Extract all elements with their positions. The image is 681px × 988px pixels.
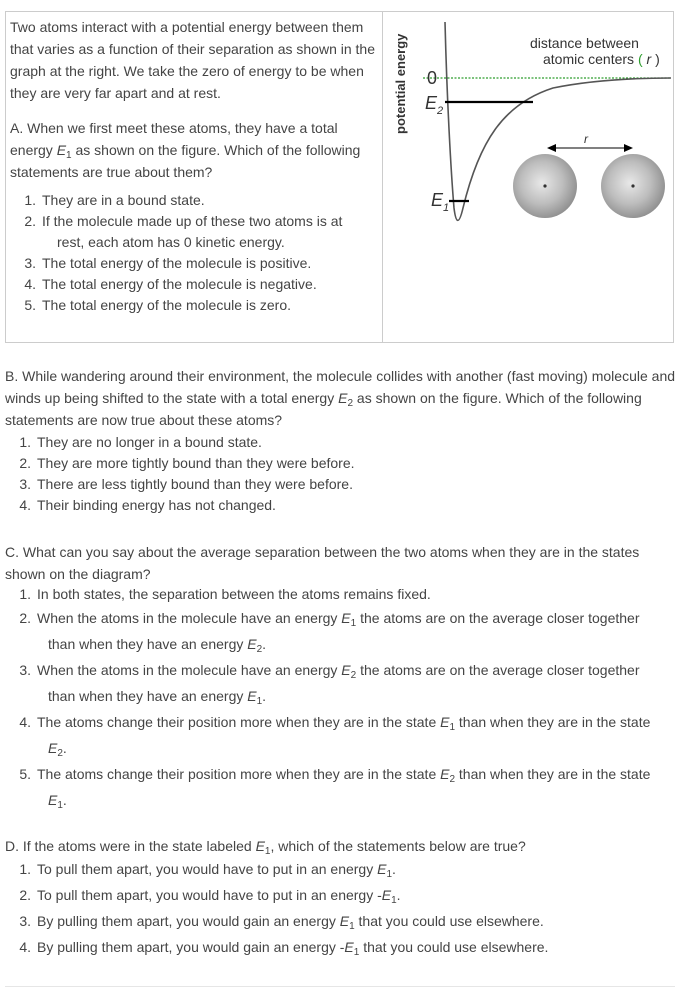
item-number: 2. bbox=[24, 213, 36, 229]
stem-b-var: E bbox=[338, 390, 348, 406]
list-item bbox=[10, 253, 378, 274]
e1-label: $E_1$ bbox=[431, 190, 450, 214]
list-item bbox=[10, 190, 378, 211]
x-axis-label-line1: distance between bbox=[530, 35, 639, 51]
stem-b-sub: 2 bbox=[347, 398, 354, 409]
zero-label: 0 bbox=[427, 68, 438, 88]
potential-energy-figure bbox=[383, 12, 673, 342]
item-number: 3. bbox=[19, 913, 31, 929]
list-item: 5. The atoms change their position more when they are in the state $E_2$ than when they are in the state $E_1$. bbox=[5, 761, 675, 813]
item-text: They are more tightly bound than they were before. bbox=[37, 455, 355, 471]
item-text: The total energy of the molecule is zero. bbox=[42, 297, 292, 313]
bottom-divider bbox=[5, 986, 675, 987]
arrowhead-right bbox=[624, 144, 633, 152]
item-number: 1. bbox=[19, 861, 31, 877]
y-axis-label: potential energy bbox=[393, 33, 408, 134]
question-a-options bbox=[10, 190, 378, 316]
item-text: The total energy of the molecule is positive. bbox=[42, 255, 312, 271]
item-number: 4. bbox=[19, 714, 31, 730]
item-text: They are in a bound state. bbox=[42, 192, 205, 208]
item-text: The total energy of the molecule is negative. bbox=[42, 276, 317, 292]
item-text-cont: rest, each atom has 0 kinetic energy. bbox=[57, 234, 285, 250]
list-item bbox=[5, 453, 675, 474]
item-number: 1. bbox=[19, 434, 31, 450]
question-d-options bbox=[5, 856, 675, 960]
list-item: 4. By pulling them apart, you would gain an energy $-E_1$ that you could use elsewhere. bbox=[5, 934, 675, 960]
question-c-stem: C. What can you say about the average separation between the two atoms when they are in the states shown on the diagram? bbox=[5, 544, 640, 582]
question-table bbox=[5, 11, 674, 343]
list-item: 4. The atoms change their position more when they are in the state $E_1$ than when they are in the state $E_2$. bbox=[5, 709, 675, 761]
item-number: 1. bbox=[24, 192, 36, 208]
question-c bbox=[5, 541, 675, 813]
item-number: 5. bbox=[24, 297, 36, 313]
list-item: 1. To pull them apart, you would have to put in an energy $E_1$. bbox=[5, 856, 675, 882]
list-item: 2. When the atoms in the molecule have an energy $E_1$ the atoms are on the average closer together than when they have an energy $E_2$. bbox=[5, 605, 675, 657]
item-number: 4. bbox=[19, 939, 31, 955]
list-item: 2. To pull them apart, you would have to put in an energy $-E_1$. bbox=[5, 882, 675, 908]
item-number: 2. bbox=[19, 887, 31, 903]
x-axis-label-line2: atomic centers ( r ) bbox=[543, 51, 660, 67]
arrowhead-left bbox=[547, 144, 556, 152]
item-number: 3. bbox=[24, 255, 36, 271]
item-number: 4. bbox=[24, 276, 36, 292]
question-b-stem bbox=[5, 365, 675, 431]
atom-right-center bbox=[631, 184, 634, 187]
list-item bbox=[5, 495, 675, 516]
figure-cell bbox=[383, 12, 673, 342]
atom-left-center bbox=[543, 184, 546, 187]
question-b bbox=[5, 365, 675, 516]
stem-a-sub: 1 bbox=[66, 150, 72, 161]
list-item: 3. When the atoms in the molecule have an energy $E_2$ the atoms are on the average closer together than when they have an energy $E_1$. bbox=[5, 657, 675, 709]
item-text: There are less tightly bound than they were before. bbox=[37, 476, 353, 492]
item-number: 2. bbox=[19, 455, 31, 471]
item-number: 5. bbox=[19, 766, 31, 782]
list-item bbox=[10, 295, 378, 316]
item-text: Their binding energy has not changed. bbox=[37, 497, 276, 513]
item-number: 2. bbox=[19, 610, 31, 626]
e2-label: $E_2$ bbox=[425, 93, 444, 117]
item-number: 3. bbox=[19, 476, 31, 492]
list-item bbox=[5, 432, 675, 453]
question-d bbox=[5, 835, 675, 960]
item-text: They are no longer in a bound state. bbox=[37, 434, 262, 450]
stem-b-pre: B. While wandering around their environment, the molecule collides with another (fast moving) molecule and winds up being shifted to the state with a total energy bbox=[5, 368, 676, 406]
intro-text: Two atoms interact with a potential energy between them that varies as a function of their separation as shown in the graph at the right. We take the zero of energy to be when they are very far apart and at rest. bbox=[10, 19, 375, 101]
question-c-options bbox=[5, 584, 675, 813]
list-item bbox=[10, 274, 378, 295]
stem-a-post: as shown on the figure. Which of the following statements are true about them? bbox=[10, 142, 361, 180]
question-a-cell bbox=[6, 12, 383, 342]
item-text: In both states, the separation between the atoms remains fixed. bbox=[37, 586, 431, 602]
stem-a-pre: A. When we first meet these atoms, they have a total energy bbox=[10, 120, 338, 158]
list-item bbox=[5, 474, 675, 495]
stem-b-post: as shown on the figure. Which of the following statements are now true about these atoms? bbox=[5, 390, 642, 428]
r-label: r bbox=[584, 132, 588, 146]
list-item bbox=[5, 584, 675, 605]
item-number: 4. bbox=[19, 497, 31, 513]
question-a-stem bbox=[10, 117, 378, 183]
question-d-stem: D. If the atoms were in the state labeled $E_1$, which of the statements below are true? bbox=[5, 838, 526, 857]
question-b-options bbox=[5, 432, 675, 516]
item-number: 3. bbox=[19, 662, 31, 678]
item-text: If the molecule made up of these two atoms is at bbox=[42, 213, 343, 229]
stem-a-var: E bbox=[56, 142, 67, 158]
item-number: 1. bbox=[19, 586, 31, 602]
list-item: 3. By pulling them apart, you would gain an energy $E_1$ that you could use elsewhere. bbox=[5, 908, 675, 934]
list-item bbox=[10, 211, 378, 253]
